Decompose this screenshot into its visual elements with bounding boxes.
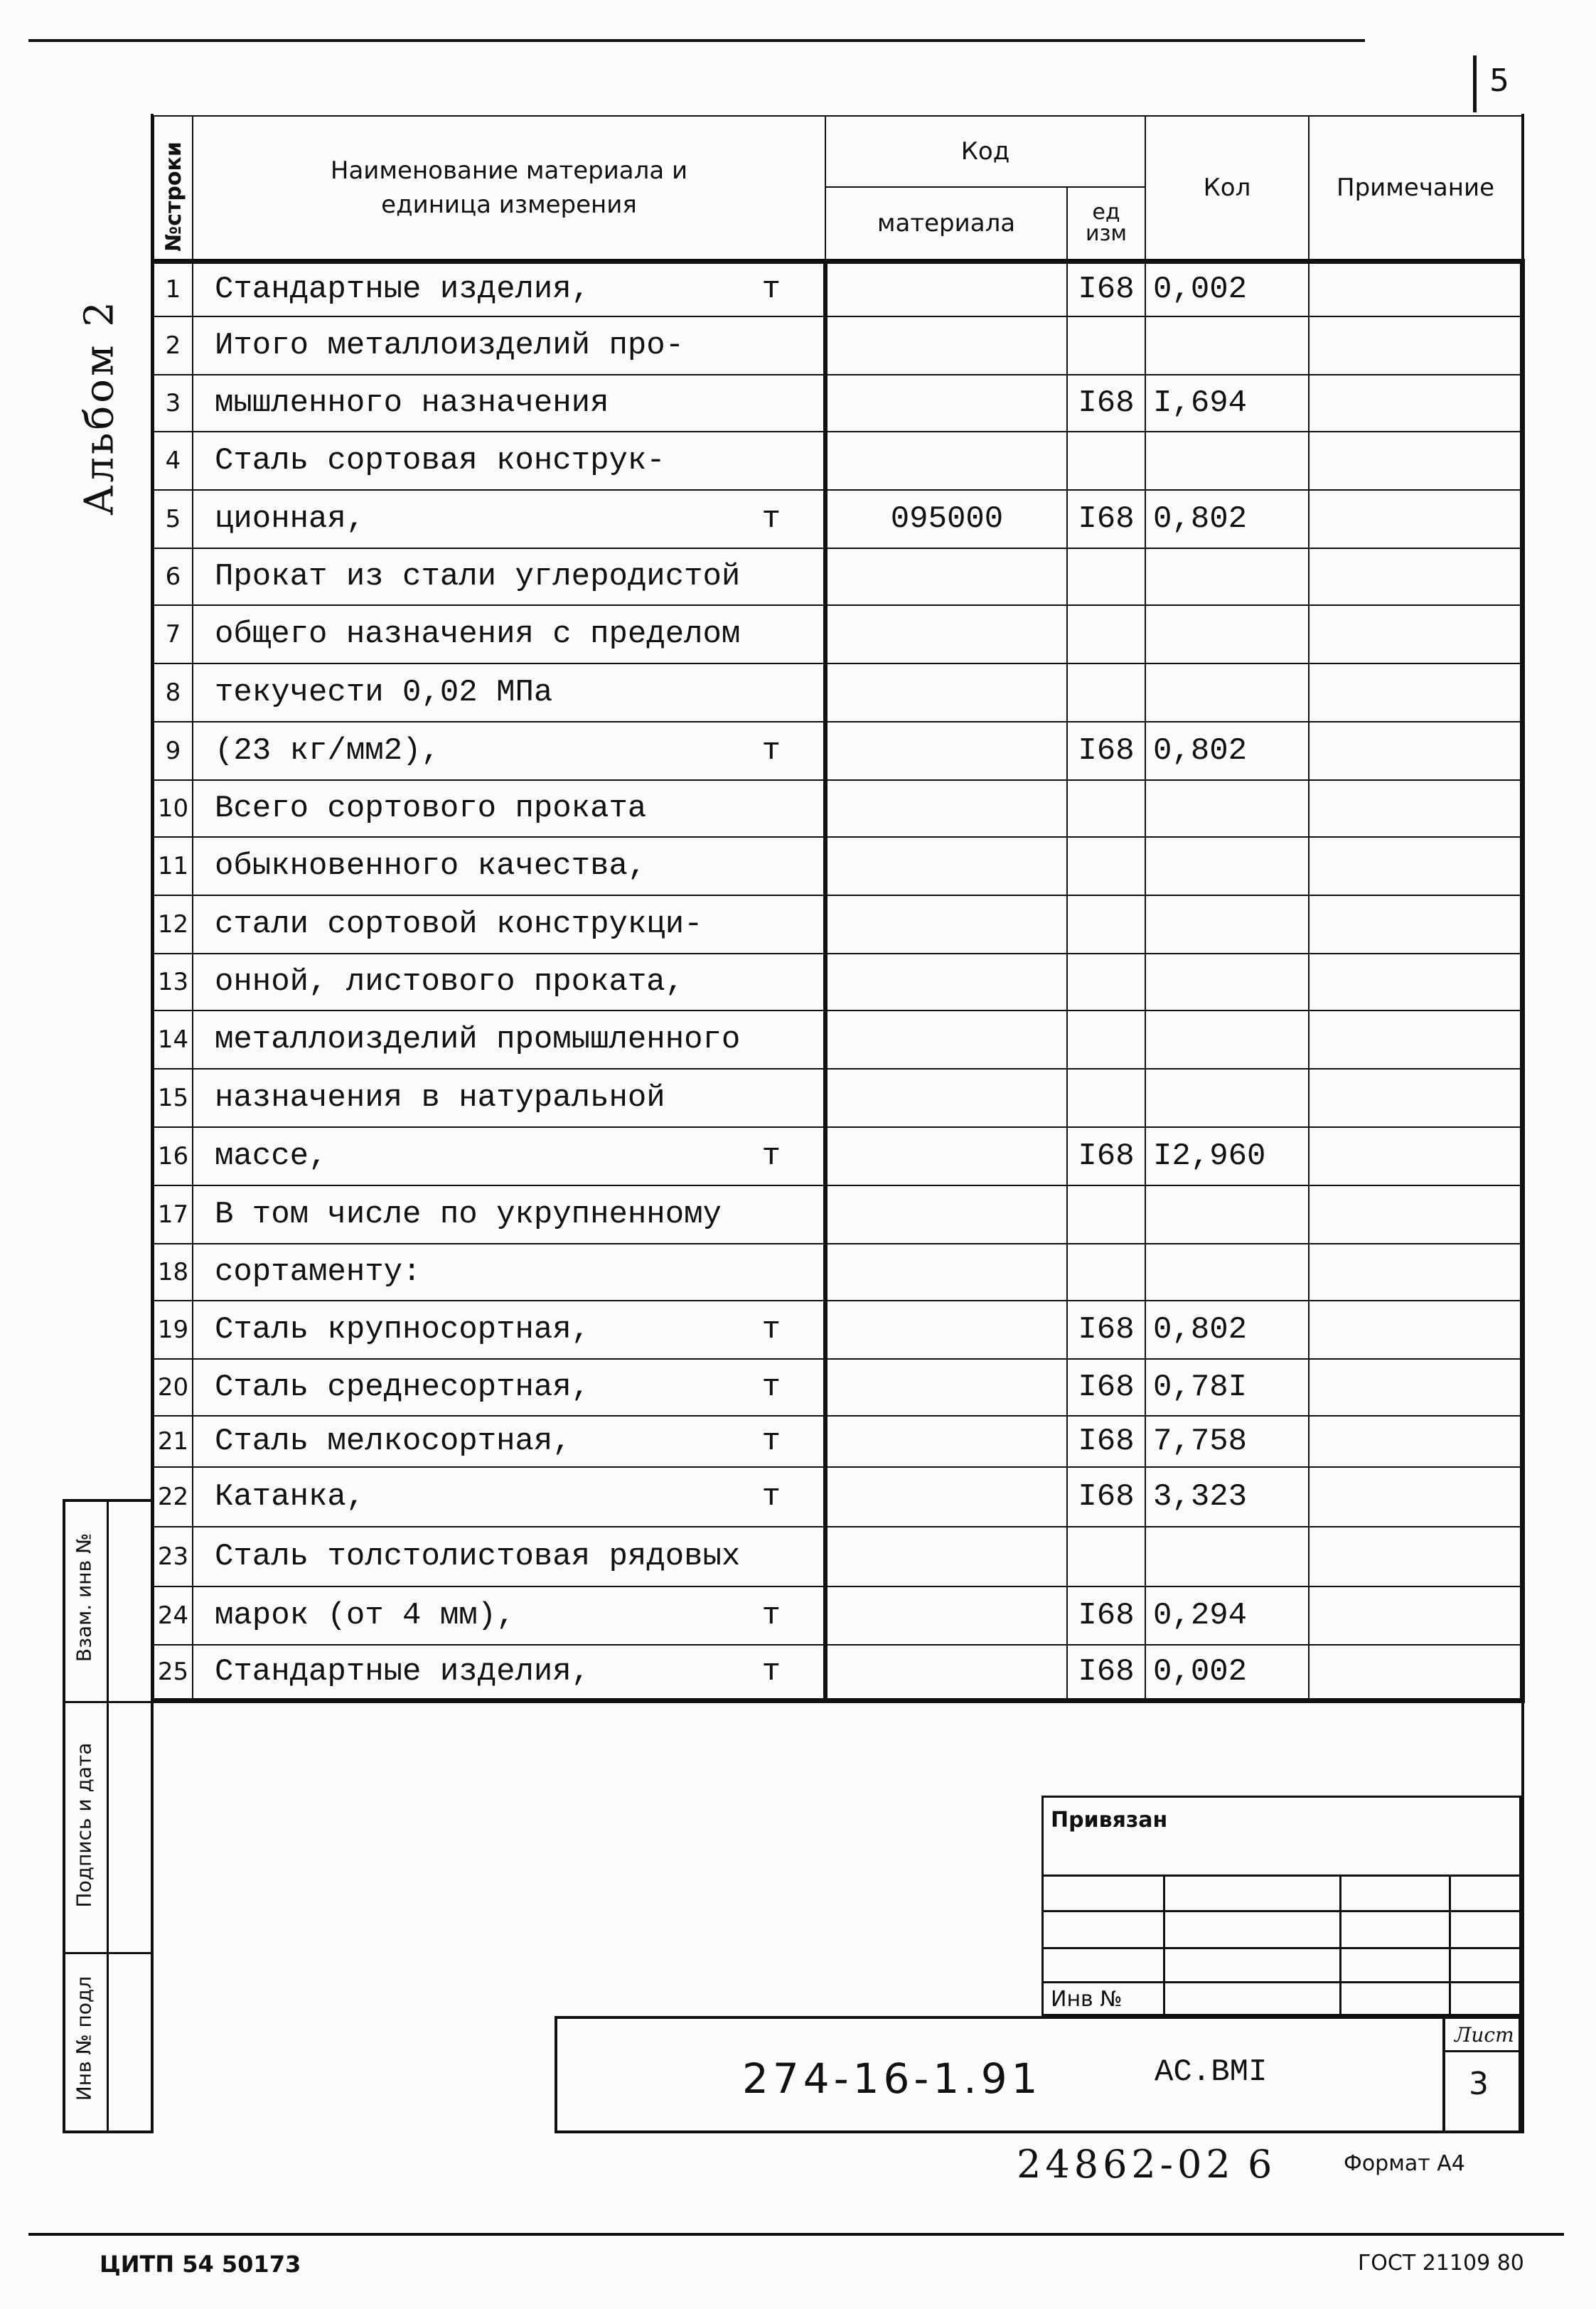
row-note bbox=[1309, 954, 1522, 1010]
row-code-unit: I68 bbox=[1067, 375, 1145, 432]
row-code-material bbox=[825, 663, 1067, 722]
row-name bbox=[193, 1244, 825, 1301]
row-qty: I2,960 bbox=[1145, 1127, 1309, 1185]
table-row bbox=[154, 1069, 1522, 1127]
footer-left: ЦИТП 54 50173 bbox=[100, 2251, 301, 2278]
row-code-material bbox=[825, 780, 1067, 837]
row-name bbox=[193, 316, 825, 375]
row-code-unit bbox=[1067, 1527, 1145, 1587]
table-row bbox=[154, 1587, 1522, 1645]
row-qty bbox=[1145, 1010, 1309, 1069]
table-row bbox=[154, 1467, 1522, 1527]
row-qty bbox=[1145, 780, 1309, 837]
row-unit: т bbox=[761, 1370, 781, 1405]
row-name bbox=[193, 375, 825, 432]
row-name-text: Стандартные изделия, bbox=[215, 272, 591, 308]
row-note bbox=[1309, 1301, 1522, 1359]
row-number: 18 bbox=[154, 1244, 193, 1301]
row-qty bbox=[1145, 548, 1309, 605]
row-note bbox=[1309, 1467, 1522, 1527]
row-code-unit: I68 bbox=[1067, 1467, 1145, 1527]
top-rule bbox=[28, 39, 1365, 42]
row-name-text: В том числе по укрупненному bbox=[215, 1197, 722, 1232]
row-code-unit bbox=[1067, 895, 1145, 954]
privyazan-label: Привязан bbox=[1051, 1808, 1168, 1833]
row-qty: 0,802 bbox=[1145, 1301, 1309, 1359]
row-name-text: стали сортовой конструкци- bbox=[215, 907, 703, 942]
row-name-text: массе, bbox=[215, 1138, 328, 1174]
row-qty: 0,802 bbox=[1145, 722, 1309, 780]
row-number: 3 bbox=[154, 375, 193, 432]
row-unit: т bbox=[761, 1479, 781, 1515]
row-qty bbox=[1145, 895, 1309, 954]
row-qty bbox=[1145, 1527, 1309, 1587]
format-label: Формат А4 bbox=[1344, 2151, 1465, 2176]
side-stamp-inner bbox=[107, 1499, 109, 2133]
table-row bbox=[154, 663, 1522, 722]
stamp-page: 6 bbox=[1248, 2142, 1273, 2187]
row-code-unit: I68 bbox=[1067, 1359, 1145, 1416]
row-number: 7 bbox=[154, 605, 193, 663]
footer-rule bbox=[28, 2233, 1564, 2236]
row-qty: 0,002 bbox=[1145, 261, 1309, 316]
row-qty bbox=[1145, 605, 1309, 663]
row-code-material bbox=[825, 1359, 1067, 1416]
row-code-unit: I68 bbox=[1067, 1127, 1145, 1185]
row-code-unit bbox=[1067, 663, 1145, 722]
page-number-divider bbox=[1473, 55, 1477, 112]
row-code-unit bbox=[1067, 1069, 1145, 1127]
header-qty: Кол bbox=[1145, 116, 1309, 261]
table-row bbox=[154, 261, 1522, 316]
row-code-material bbox=[825, 1185, 1067, 1244]
row-number: 14 bbox=[154, 1010, 193, 1069]
materials-table bbox=[153, 115, 1525, 1703]
row-code-unit: I68 bbox=[1067, 1301, 1145, 1359]
header-code-material: материала bbox=[825, 187, 1067, 261]
row-name-text: онной, листового проката, bbox=[215, 964, 685, 1000]
row-code-material bbox=[825, 1416, 1067, 1467]
row-name-text: текучести 0,02 МПа bbox=[215, 675, 553, 710]
row-name bbox=[193, 1527, 825, 1587]
side-stamp-inv-podl: Инв № подл bbox=[72, 1975, 96, 2101]
row-name bbox=[193, 548, 825, 605]
row-name-text: Сталь среднесортная, bbox=[215, 1370, 591, 1405]
table-row bbox=[154, 432, 1522, 490]
row-note bbox=[1309, 780, 1522, 837]
row-name-text: Прокат из стали углеродистой bbox=[215, 559, 741, 594]
row-name-text: Сталь крупносортная, bbox=[215, 1312, 591, 1348]
row-qty: 0,294 bbox=[1145, 1587, 1309, 1645]
row-name-text: Всего сортового проката bbox=[215, 791, 647, 826]
row-qty: 7,758 bbox=[1145, 1416, 1309, 1467]
table-row bbox=[154, 1185, 1522, 1244]
row-name bbox=[193, 1359, 825, 1416]
row-code-unit bbox=[1067, 316, 1145, 375]
table-row bbox=[154, 1301, 1522, 1359]
row-code-unit: I68 bbox=[1067, 1645, 1145, 1700]
row-qty bbox=[1145, 1244, 1309, 1301]
row-note bbox=[1309, 548, 1522, 605]
row-number: 9 bbox=[154, 722, 193, 780]
row-number: 11 bbox=[154, 837, 193, 895]
row-code-material bbox=[825, 432, 1067, 490]
row-unit: т bbox=[761, 272, 781, 308]
row-code-unit bbox=[1067, 1185, 1145, 1244]
row-number: 23 bbox=[154, 1527, 193, 1587]
album-label: Альбом 2 bbox=[76, 299, 123, 516]
table-row bbox=[154, 1244, 1522, 1301]
row-number: 19 bbox=[154, 1301, 193, 1359]
row-note bbox=[1309, 722, 1522, 780]
row-unit: т bbox=[761, 1138, 781, 1174]
row-code-unit bbox=[1067, 1244, 1145, 1301]
row-qty: 0,002 bbox=[1145, 1645, 1309, 1700]
row-name bbox=[193, 663, 825, 722]
row-number: 15 bbox=[154, 1069, 193, 1127]
row-code-material bbox=[825, 895, 1067, 954]
row-qty bbox=[1145, 1185, 1309, 1244]
row-number: 22 bbox=[154, 1467, 193, 1527]
row-name-text: Катанка, bbox=[215, 1479, 365, 1515]
row-number: 2 bbox=[154, 316, 193, 375]
table-row bbox=[154, 895, 1522, 954]
row-note bbox=[1309, 1587, 1522, 1645]
row-name bbox=[193, 432, 825, 490]
row-name-text: обыкновенного качества, bbox=[215, 848, 647, 884]
table-row bbox=[154, 548, 1522, 605]
row-unit: т bbox=[761, 1312, 781, 1348]
row-number: 25 bbox=[154, 1645, 193, 1700]
row-code-material bbox=[825, 1467, 1067, 1527]
row-name bbox=[193, 1301, 825, 1359]
row-unit: т bbox=[761, 733, 781, 769]
row-note bbox=[1309, 1416, 1522, 1467]
row-name bbox=[193, 1069, 825, 1127]
row-name bbox=[193, 490, 825, 548]
row-code-unit bbox=[1067, 432, 1145, 490]
row-code-material bbox=[825, 1301, 1067, 1359]
row-code-material bbox=[825, 1010, 1067, 1069]
row-note bbox=[1309, 1185, 1522, 1244]
row-number: 12 bbox=[154, 895, 193, 954]
row-number: 10 bbox=[154, 780, 193, 837]
row-note bbox=[1309, 663, 1522, 722]
row-code-material bbox=[825, 954, 1067, 1010]
row-number: 21 bbox=[154, 1416, 193, 1467]
table-row bbox=[154, 605, 1522, 663]
row-name-text: (23 кг/мм2), bbox=[215, 733, 440, 769]
row-qty: 0,802 bbox=[1145, 490, 1309, 548]
row-code-unit bbox=[1067, 548, 1145, 605]
table-body bbox=[154, 261, 1522, 1700]
doc-suffix: АС.ВМI bbox=[1155, 2054, 1268, 2090]
row-name-text: металлоизделий промышленного bbox=[215, 1022, 741, 1057]
row-unit: т bbox=[761, 1598, 781, 1633]
row-code-unit: I68 bbox=[1067, 490, 1145, 548]
row-code-unit bbox=[1067, 837, 1145, 895]
row-name bbox=[193, 954, 825, 1010]
row-name bbox=[193, 1587, 825, 1645]
row-number: 6 bbox=[154, 548, 193, 605]
row-note bbox=[1309, 261, 1522, 316]
row-note bbox=[1309, 895, 1522, 954]
doc-code: 274-16-1.91 bbox=[742, 2054, 1042, 2103]
row-note bbox=[1309, 1010, 1522, 1069]
table-row bbox=[154, 722, 1522, 780]
header-row-no: №строки bbox=[154, 116, 193, 261]
row-code-unit bbox=[1067, 1010, 1145, 1069]
table-row bbox=[154, 1645, 1522, 1700]
row-unit: т bbox=[761, 1653, 781, 1690]
row-code-material bbox=[825, 1587, 1067, 1645]
table-row bbox=[154, 316, 1522, 375]
row-qty: 0,78I bbox=[1145, 1359, 1309, 1416]
row-qty bbox=[1145, 663, 1309, 722]
row-code-material bbox=[825, 1645, 1067, 1700]
row-name bbox=[193, 1185, 825, 1244]
row-name bbox=[193, 837, 825, 895]
row-code-material bbox=[825, 722, 1067, 780]
row-name bbox=[193, 780, 825, 837]
row-code-material bbox=[825, 316, 1067, 375]
row-code-material bbox=[825, 1244, 1067, 1301]
row-name-text: Сталь мелкосортная, bbox=[215, 1424, 572, 1459]
row-qty: I,694 bbox=[1145, 375, 1309, 432]
row-number: 24 bbox=[154, 1587, 193, 1645]
row-name-text: сортаменту: bbox=[215, 1254, 422, 1290]
row-code-material bbox=[825, 605, 1067, 663]
row-number: 1 bbox=[154, 261, 193, 316]
row-note bbox=[1309, 1359, 1522, 1416]
row-name bbox=[193, 261, 825, 316]
side-stamp-left bbox=[63, 1499, 65, 2133]
row-number: 16 bbox=[154, 1127, 193, 1185]
row-name bbox=[193, 1467, 825, 1527]
row-number: 4 bbox=[154, 432, 193, 490]
row-name-text: ционная, bbox=[215, 501, 365, 537]
row-number: 17 bbox=[154, 1185, 193, 1244]
row-number: 20 bbox=[154, 1359, 193, 1416]
header-code-unit: ед изм bbox=[1067, 187, 1145, 261]
row-qty bbox=[1145, 1069, 1309, 1127]
table-row bbox=[154, 837, 1522, 895]
row-name-text: назначения в натуральной bbox=[215, 1080, 665, 1116]
row-number: 8 bbox=[154, 663, 193, 722]
row-name-text: Сталь сортовая конструк- bbox=[215, 443, 665, 479]
row-name-text: Стандартные изделия, bbox=[215, 1653, 591, 1690]
stamp-number: 24862-02 bbox=[1017, 2142, 1235, 2187]
table-row bbox=[154, 954, 1522, 1010]
row-qty bbox=[1145, 316, 1309, 375]
row-code-unit: I68 bbox=[1067, 1416, 1145, 1467]
row-code-material bbox=[825, 1127, 1067, 1185]
row-code-material bbox=[825, 261, 1067, 316]
row-number: 13 bbox=[154, 954, 193, 1010]
header-note: Примечание bbox=[1309, 116, 1522, 261]
row-name-text: мышленного назначения bbox=[215, 385, 609, 421]
row-name-text: марок (от 4 мм), bbox=[215, 1598, 515, 1633]
list-value: 3 bbox=[1469, 2066, 1489, 2102]
row-qty bbox=[1145, 837, 1309, 895]
row-unit: т bbox=[761, 1424, 781, 1459]
row-code-material: 095000 bbox=[825, 490, 1067, 548]
row-note bbox=[1309, 837, 1522, 895]
row-code-material bbox=[825, 375, 1067, 432]
side-stamp-bottom bbox=[63, 2131, 154, 2133]
row-note bbox=[1309, 375, 1522, 432]
row-name bbox=[193, 722, 825, 780]
row-qty: 3,323 bbox=[1145, 1467, 1309, 1527]
row-name bbox=[193, 895, 825, 954]
row-code-material bbox=[825, 548, 1067, 605]
row-name-text: Сталь толстолистовая рядовых bbox=[215, 1539, 741, 1574]
row-note bbox=[1309, 1069, 1522, 1127]
row-code-material bbox=[825, 1069, 1067, 1127]
table-row bbox=[154, 1359, 1522, 1416]
row-note bbox=[1309, 1527, 1522, 1587]
row-name-text: Итого металлоизделий про- bbox=[215, 328, 685, 363]
row-name bbox=[193, 1416, 825, 1467]
row-name bbox=[193, 605, 825, 663]
row-note bbox=[1309, 1244, 1522, 1301]
header-code: Код bbox=[825, 116, 1145, 187]
table-row bbox=[154, 780, 1522, 837]
table-row bbox=[154, 1127, 1522, 1185]
footer-right: ГОСТ 21109 80 bbox=[1358, 2251, 1524, 2276]
side-stamp-vzam: Взам. инв № bbox=[72, 1532, 96, 1663]
row-name bbox=[193, 1127, 825, 1185]
row-note bbox=[1309, 316, 1522, 375]
row-name-text: общего назначения с пределом bbox=[215, 617, 741, 652]
row-name bbox=[193, 1645, 825, 1700]
row-code-unit bbox=[1067, 780, 1145, 837]
row-code-unit: I68 bbox=[1067, 1587, 1145, 1645]
table-row bbox=[154, 1527, 1522, 1587]
row-note bbox=[1309, 432, 1522, 490]
row-code-unit: I68 bbox=[1067, 261, 1145, 316]
row-note bbox=[1309, 1645, 1522, 1700]
header-name: Наименование материала и единица измерения bbox=[193, 116, 825, 261]
row-note bbox=[1309, 1127, 1522, 1185]
table-row bbox=[154, 490, 1522, 548]
row-qty bbox=[1145, 432, 1309, 490]
title-block bbox=[555, 2016, 1521, 2133]
row-code-material bbox=[825, 1527, 1067, 1587]
inv-no-label: Инв № bbox=[1051, 1987, 1123, 2012]
row-note bbox=[1309, 490, 1522, 548]
privyazan-block bbox=[1041, 1796, 1521, 2016]
side-stamp-podpis: Подпись и дата bbox=[72, 1742, 96, 1908]
table-row bbox=[154, 1010, 1522, 1069]
row-name bbox=[193, 1010, 825, 1069]
list-label: Лист bbox=[1455, 2023, 1514, 2047]
row-code-unit bbox=[1067, 605, 1145, 663]
row-code-material bbox=[825, 837, 1067, 895]
table-row bbox=[154, 1416, 1522, 1467]
row-unit: т bbox=[761, 501, 781, 537]
row-qty bbox=[1145, 954, 1309, 1010]
row-note bbox=[1309, 605, 1522, 663]
row-number: 5 bbox=[154, 490, 193, 548]
page-number: 5 bbox=[1489, 63, 1509, 99]
row-code-unit: I68 bbox=[1067, 722, 1145, 780]
table-row bbox=[154, 375, 1522, 432]
row-code-unit bbox=[1067, 954, 1145, 1010]
